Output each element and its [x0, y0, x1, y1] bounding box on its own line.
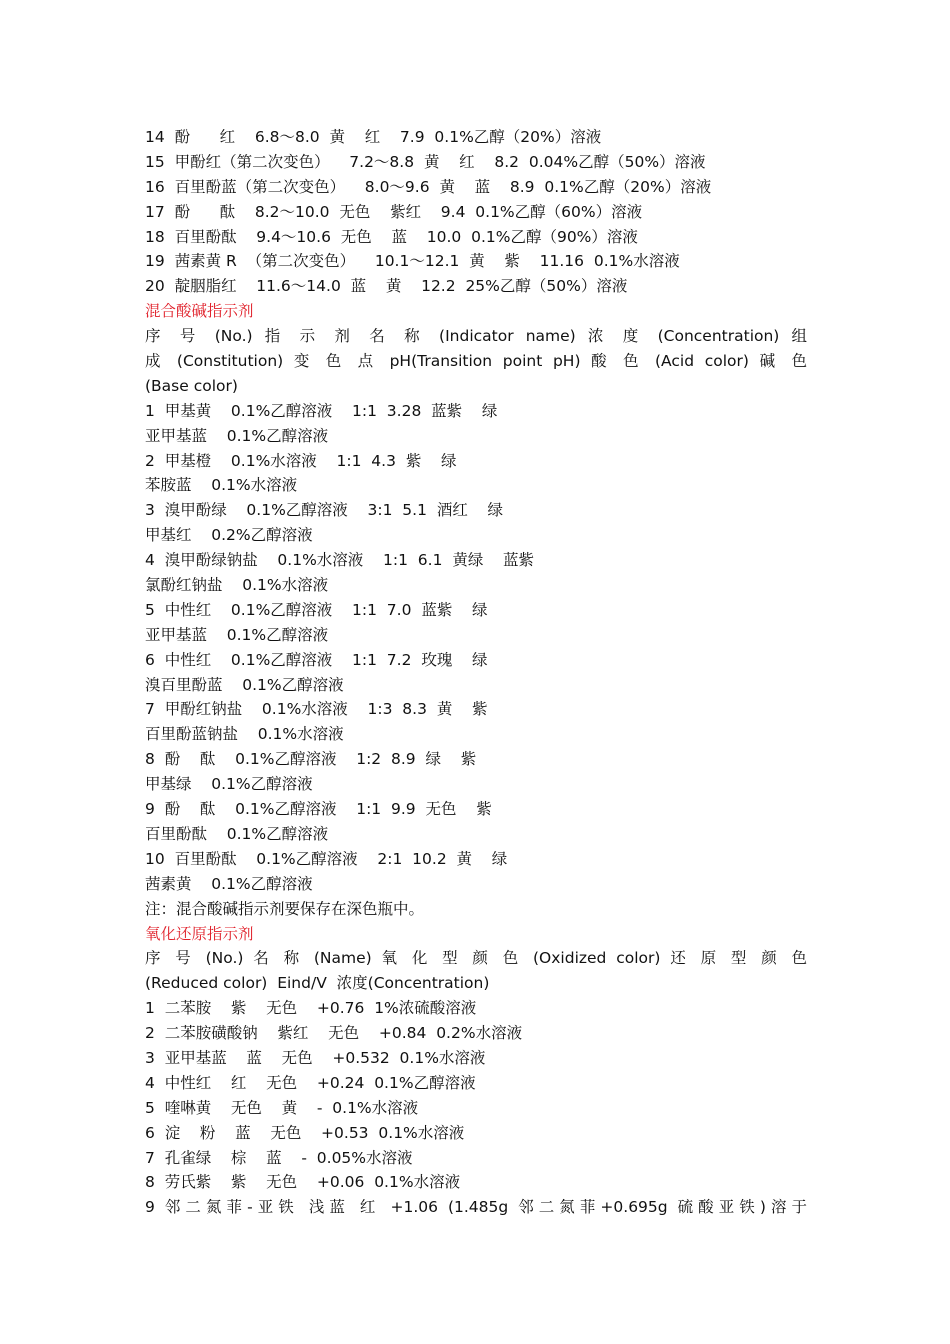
- text-line: 2 二苯胺磺酸钠 紫红 无色 +0.84 0.2%水溶液: [145, 1024, 523, 1043]
- text-line: 苯胺蓝 0.1%水溶液: [145, 476, 298, 495]
- text-line: 甲基红 0.2%乙醇溶液: [145, 526, 313, 545]
- table-header-line: 序 号 (No.) 指 示 剂 名 称 (Indicator name) 浓 度 (Concentration) 组: [145, 327, 807, 346]
- text-line: 4 溴甲酚绿钠盐 0.1%水溶液 1:1 6.1 黄绿 蓝紫: [145, 551, 535, 570]
- text-line: 氯酚红钠盐 0.1%水溶液: [145, 576, 329, 595]
- text-line: 亚甲基蓝 0.1%乙醇溶液: [145, 625, 329, 644]
- text-line: 9 酚 酞 0.1%乙醇溶液 1:1 9.9 无色 紫: [145, 800, 492, 819]
- text-line: 7 甲酚红钠盐 0.1%水溶液 1:3 8.3 黄 紫: [145, 700, 488, 719]
- text-line: 19 茜素黄 R （第二次变色） 10.1～12.1 黄 紫 11.16 0.1%水溶液: [145, 252, 680, 271]
- text-line: 6 淀 粉 蓝 无色 +0.53 0.1%水溶液: [145, 1123, 465, 1142]
- text-line: 百里酚酞 0.1%乙醇溶液: [145, 824, 329, 843]
- text-line: 5 中性红 0.1%乙醇溶液 1:1 7.0 蓝紫 绿: [145, 600, 488, 619]
- text-line: 7 孔雀绿 棕 蓝 - 0.05%水溶液: [145, 1148, 413, 1167]
- table-header-line: (Base color): [145, 376, 238, 395]
- text-line: 2 甲基橙 0.1%水溶液 1:1 4.3 紫 绿: [145, 451, 457, 470]
- table-header-line: (Reduced color) Eind/V 浓度(Concentration): [145, 974, 490, 993]
- note-line: 注：混合酸碱指示剂要保存在深色瓶中。: [145, 899, 425, 918]
- section-heading-redox-indicators: 氧化还原指示剂: [145, 924, 254, 943]
- text-line: 1 二苯胺 紫 无色 +0.76 1%浓硫酸溶液: [145, 999, 477, 1018]
- text-line: 1 甲基黄 0.1%乙醇溶液 1:1 3.28 蓝紫 绿: [145, 401, 498, 420]
- text-line: 甲基绿 0.1%乙醇溶液: [145, 775, 313, 794]
- text-line: 4 中性红 红 无色 +0.24 0.1%乙醇溶液: [145, 1073, 476, 1092]
- text-line: 8 劳氏紫 紫 无色 +0.06 0.1%水溶液: [145, 1173, 461, 1192]
- text-line: 茜素黄 0.1%乙醇溶液: [145, 874, 313, 893]
- text-line: 溴百里酚蓝 0.1%乙醇溶液: [145, 675, 344, 694]
- text-line: 20 靛胭脂红 11.6～14.0 蓝 黄 12.2 25%乙醇（50%）溶液: [145, 277, 628, 296]
- text-line: 17 酚 酞 8.2～10.0 无色 紫红 9.4 0.1%乙醇（60%）溶液: [145, 202, 643, 221]
- section-heading-mixed-indicators: 混合酸碱指示剂: [145, 302, 254, 321]
- text-line: 15 甲酚红（第二次变色） 7.2～8.8 黄 红 8.2 0.04%乙醇（50%）溶液: [145, 152, 706, 171]
- text-line: 3 溴甲酚绿 0.1%乙醇溶液 3:1 5.1 酒红 绿: [145, 501, 504, 520]
- text-line: 百里酚蓝钠盐 0.1%水溶液: [145, 725, 344, 744]
- text-line: 16 百里酚蓝（第二次变色） 8.0～9.6 黄 蓝 8.9 0.1%乙醇（20%）溶液: [145, 177, 712, 196]
- text-line: 10 百里酚酞 0.1%乙醇溶液 2:1 10.2 黄 绿: [145, 849, 508, 868]
- text-line: 14 酚 红 6.8～8.0 黄 红 7.9 0.1%乙醇（20%）溶液: [145, 128, 602, 146]
- text-line: 5 喹啉黄 无色 黄 - 0.1%水溶液: [145, 1098, 419, 1117]
- text-line: 9 邻二氮菲-亚铁 浅蓝 红 +1.06 (1.485g 邻二氮菲+0.695g 硫酸亚铁)溶于: [145, 1198, 807, 1217]
- table-header-line: 成 (Constitution) 变 色 点 pH(Transition point pH) 酸 色 (Acid color) 碱 色: [145, 352, 807, 371]
- text-line: 18 百里酚酞 9.4～10.6 无色 蓝 10.0 0.1%乙醇（90%）溶液: [145, 227, 638, 246]
- document-page: [145, 125, 807, 1220]
- text-line: 3 亚甲基蓝 蓝 无色 +0.532 0.1%水溶液: [145, 1048, 486, 1067]
- text-line: 8 酚 酞 0.1%乙醇溶液 1:2 8.9 绿 紫: [145, 750, 477, 769]
- table-header-line: 序 号 (No.) 名 称 (Name) 氧 化 型 颜 色 (Oxidized color) 还 原 型 颜 色: [145, 949, 807, 968]
- text-line: 6 中性红 0.1%乙醇溶液 1:1 7.2 玫瑰 绿: [145, 650, 488, 669]
- text-line: 亚甲基蓝 0.1%乙醇溶液: [145, 426, 329, 445]
